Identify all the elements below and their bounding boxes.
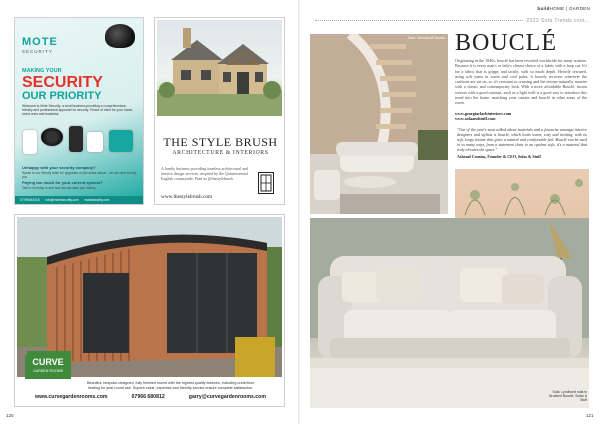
quote-card	[455, 125, 589, 169]
mote-answer-1: Speak to our friendly team for upgrades or just some advice - we are here to help you.	[22, 171, 137, 179]
style-brush-url[interactable]: www.thestylebrush.com	[161, 194, 213, 200]
mote-body: Welcome to Mote Security, a local business providing a comprehensive, friendly and professional approach to security. Peace of mind for your home, loved ones and business.	[22, 104, 134, 116]
brand-bold: build	[537, 6, 550, 11]
dome-camera-icon	[41, 128, 63, 146]
quote-author: Ashraaf Cousins, Founder & CEO, Sofas & Stuff	[457, 154, 541, 160]
mote-answer-2: Talk to us today to see how we can save you money.	[22, 186, 97, 190]
staircase-photo	[310, 34, 448, 214]
doorbell-icon	[69, 126, 83, 152]
mote-headline-3: OUR PRIORITY	[22, 90, 102, 102]
mote-badge-icon	[109, 130, 133, 152]
curve-contacts	[15, 394, 285, 400]
stair-credit: Stair: Woodcraft Studio	[408, 36, 445, 40]
style-brush-ad[interactable]	[154, 17, 285, 205]
curve-web[interactable]: www.curvegardenrooms.com	[35, 394, 108, 400]
staircase-illustration	[310, 34, 448, 214]
security-devices-image	[23, 124, 138, 160]
curve-logo-sub: GARDEN ROOMS	[33, 369, 63, 373]
mote-security-ad[interactable]	[14, 17, 144, 205]
mote-question-2: Paying too much for your current system?	[22, 180, 103, 185]
brand-rest: HOME | GARDEN	[549, 6, 590, 11]
quote-panel	[455, 125, 589, 221]
mote-email[interactable]: info@motesecurity.com	[45, 198, 79, 202]
page-number-right: 121	[586, 413, 594, 418]
magazine-brand	[537, 6, 590, 11]
curve-blurb: Beautiful, bespoke-designed, fully finished rooms with the highest quality features, including underfloor heating for year round use. Superb value, expertise and friendly service ensure complete satisfaction.	[86, 381, 255, 390]
sofa-photo	[310, 218, 589, 408]
mote-phone[interactable]: 07799044415	[20, 198, 40, 202]
curve-logo-box	[25, 355, 71, 379]
curve-email[interactable]: garry@curvegardenrooms.com	[188, 394, 266, 400]
page-number-left: 120	[6, 413, 14, 418]
style-brush-title: THE STYLE BRUSH	[163, 135, 278, 149]
style-brush-logo-icon	[258, 172, 274, 194]
curve-garden-rooms-ad[interactable]	[14, 214, 285, 407]
mote-question-1: Unhappy with your security company?	[22, 165, 96, 170]
curve-logo: CURVE	[32, 357, 64, 367]
mote-logo-sub: SECURITY	[22, 49, 53, 54]
mote-headline-2: SECURITY	[22, 74, 103, 91]
sofa-credit: Sofa: Lyndhurst sofa in Brushed Bouclé, Sofas & Stuff	[549, 390, 587, 403]
style-brush-subtitle: ARCHITECTURE & INTERIORS	[172, 150, 269, 156]
cottage-illustration	[157, 20, 282, 116]
feature-link-1[interactable]: www.georgiaclarkinteriors.com	[455, 111, 512, 116]
quote-text: "One of the year's most talked about materials and a favourite amongst interior designers and stylists is bouclé, which looks warm, cosy and inviting, with its soft, loopy texture that gives a natural and comfortable feel. Bouclé can be used in so many ways, from a statement chair to an opulent sofa, it's a material that truly elevates the space."	[457, 127, 587, 153]
feature-body: Originating in the 1940s, bouclé has been revisited worldwide for many reasons. Because it is every man's or lady's closest choice of a fabric with a loop cut. It's for a fabric that is grippy and tactile, with so much depth. Heavily textured, using soft yarns in warm and cool pales, it loosely recovers wherever the cushions are sat on, so it's resistant to creasing and the texture naturally marries with a classic and contemporary look. With a more affordable Bouclé, fusion weaves with a good contrast, such as a light twill is a good way to introduce this trend into the home, matching your curtain and bouclé in other areas of the room.	[455, 58, 587, 106]
feature-links	[455, 111, 511, 121]
mote-logo: MOTE	[22, 36, 58, 48]
garden-room-photo	[17, 217, 282, 377]
garden-room-illustration	[17, 217, 282, 377]
section-label: 2023 Sofa Trends cont...	[523, 18, 590, 24]
feature-link-2[interactable]: www.sofaandstuff.com	[455, 116, 496, 122]
keypad-icon	[23, 130, 37, 154]
mote-footer	[15, 196, 144, 204]
sofa-illustration	[310, 218, 589, 408]
curve-phone[interactable]: 07966 680812	[131, 394, 165, 400]
cottage-photo	[157, 20, 282, 116]
mote-headline-1: MAKING YOUR	[22, 68, 62, 74]
mote-web[interactable]: motesecurity.com	[84, 198, 110, 202]
style-brush-copy: A family business providing timeless architectural and interior design services, inspired by the Quintessential English countryside. Find us @thestylebrush	[161, 166, 249, 181]
sensor-icon	[87, 132, 103, 152]
window-logo-icon	[259, 173, 273, 193]
header-rule	[315, 20, 555, 21]
security-camera-icon	[105, 24, 135, 48]
feature-title: BOUCLÉ	[455, 30, 557, 56]
